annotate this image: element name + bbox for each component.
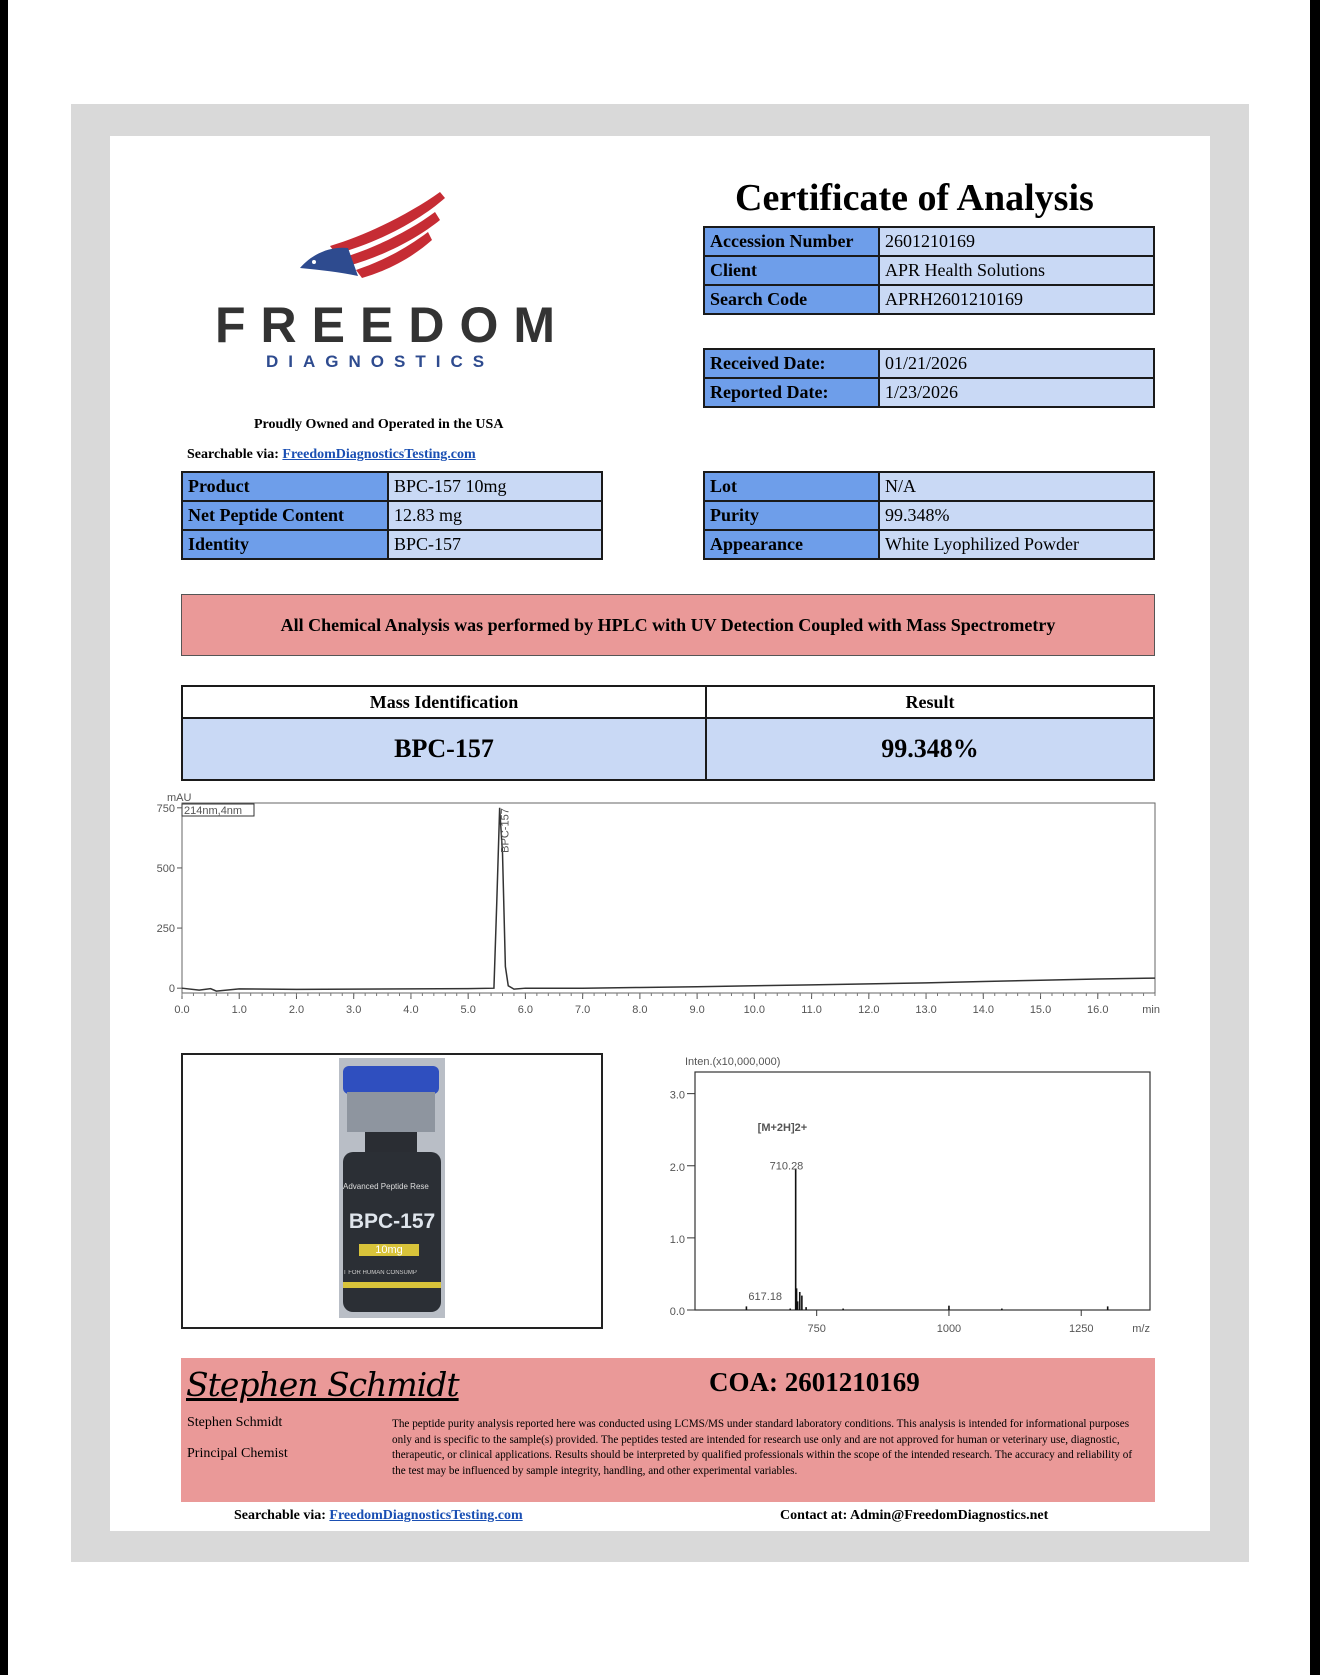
vial-label-brand: Advanced Peptide Rese [343,1182,429,1191]
x-tick-label: 3.0 [346,1004,362,1016]
y-tick-label: 500 [156,862,175,875]
net-peptide-value: 12.83 mg [388,501,602,530]
x-tick-label: 11.0 [801,1004,822,1016]
x-tick-label: 16.0 [1087,1004,1109,1016]
plot-frame [182,803,1155,993]
x-axis-label: min [1142,1004,1160,1016]
vial-neck [365,1132,417,1152]
table-row [704,256,1154,285]
x-tick-label: 4.0 [403,1004,419,1016]
accession-table [703,226,1155,315]
x-tick-label: 12.0 [858,1004,880,1016]
brand-subtitle: DIAGNOSTICS [266,352,495,371]
right-edge [1310,0,1320,1675]
table-row [704,530,1154,559]
vial-yellow-stripe [343,1282,441,1288]
searchable-top-link[interactable]: FreedomDiagnosticsTesting.com [282,447,476,462]
y-tick-label: 3.0 [669,1089,685,1102]
reported-value: 1/23/2026 [879,378,1154,407]
eagle-flag-logo-icon [300,190,445,285]
accession-key: Accession Number [704,227,879,256]
plot-frame [695,1072,1150,1310]
mass-spectrum [650,1050,1160,1340]
mass-identification-table [181,685,1155,781]
vial-crimp [347,1092,435,1132]
x-tick-label: 6.0 [517,1004,534,1016]
brand-name: FREEDOM [215,297,570,353]
mass-header: Mass Identification [182,686,706,718]
x-tick-label: 1250 [1068,1323,1094,1335]
purity-value: 99.348% [879,501,1154,530]
chromatogram-trace [182,808,1155,991]
table-row [182,501,602,530]
identity-key: Identity [182,530,388,559]
result-value: 99.348% [706,718,1154,780]
table-row [704,285,1154,314]
received-value: 01/21/2026 [879,349,1154,378]
product-table [181,471,603,560]
reported-key: Reported Date: [704,378,879,407]
dates-table [703,348,1155,408]
signature-script: Stephen Schmidt [186,1365,459,1404]
product-key: Product [182,472,388,501]
table-row [182,718,1154,780]
table-row [704,472,1154,501]
document-title: Certificate of Analysis [735,177,1094,219]
y-tick-label: 0.0 [669,1306,685,1318]
x-tick-label: 15.0 [1029,1004,1052,1016]
hplc-chromatogram [140,788,1160,1033]
received-key: Received Date: [704,349,879,378]
client-value: APR Health Solutions [879,256,1154,285]
mass-value: BPC-157 [182,718,706,780]
signer-name: Stephen Schmidt [187,1415,283,1430]
table-row [704,349,1154,378]
peak-mz-label: 710.28 [769,1160,804,1173]
x-tick-label: 14.0 [972,1004,995,1016]
table-row [182,686,1154,718]
footer-searchable [234,1508,523,1524]
lot-table [703,471,1155,560]
product-value: BPC-157 10mg [388,472,602,501]
y-tick-label: 750 [156,802,175,815]
searchable-top-label: Searchable via: [187,447,279,462]
appearance-key: Appearance [704,530,879,559]
result-header: Result [706,686,1154,718]
identity-value: BPC-157 [388,530,602,559]
vial-label-name: BPC-157 [348,1210,436,1233]
accession-value: 2601210169 [879,227,1154,256]
lot-key: Lot [704,472,879,501]
purity-key: Purity [704,501,879,530]
table-row [704,378,1154,407]
left-edge [0,0,8,1675]
x-tick-label: 1000 [936,1323,962,1335]
ion-annotation: [M+2H]2+ [757,1122,808,1135]
vial-label-dose: 10mg [359,1244,419,1256]
footer-contact: Contact at: Admin@FreedomDiagnostics.net [780,1508,1049,1523]
y-tick-label: 250 [156,923,175,936]
x-tick-label: 750 [807,1323,826,1335]
vial-image [339,1058,445,1318]
y-axis-label: Inten.(x10,000,000) [685,1056,781,1068]
x-tick-label: 9.0 [689,1004,705,1016]
client-key: Client [704,256,879,285]
search-code-key: Search Code [704,285,879,314]
signer-role: Principal Chemist [187,1446,288,1461]
x-tick-label: 1.0 [231,1004,247,1016]
analysis-banner: All Chemical Analysis was performed by HPLC with UV Detection Coupled with Mass Spectrometry [181,594,1155,656]
y-tick-label: 1.0 [669,1233,685,1246]
table-row [704,501,1154,530]
footer-search-label: Searchable via: [234,1508,326,1523]
disclaimer: The peptide purity analysis reported here was conducted using LCMS/MS under standard laboratory conditions. This analysis is intended for informational purposes only and is specific to the sample(s) provided. The peptides tested are intended for research use only and are not approved for human or veterinary use, diagnostic, therapeutic, or clinical applications. Results should be interpreted by qualified professionals within the scope of the intended research. The accuracy and reliability of the test may be influenced by sample integrity, handling, and other experimental variables. [392,1418,1133,1477]
x-tick-label: 5.0 [460,1004,476,1016]
x-axis-label: m/z [1132,1323,1150,1335]
search-code-value: APRH2601210169 [879,285,1154,314]
net-peptide-key: Net Peptide Content [182,501,388,530]
x-tick-label: 10.0 [743,1004,766,1016]
coa-number: COA: 2601210169 [709,1367,920,1397]
lot-value: N/A [879,472,1154,501]
x-tick-label: 13.0 [915,1004,937,1016]
vial-label-note: T FOR HUMAN CONSUMP [343,1270,417,1276]
footer-search-link[interactable]: FreedomDiagnosticsTesting.com [329,1508,523,1523]
y-tick-label: 0 [168,983,175,996]
legend-label: 214nm,4nm [184,805,243,817]
tagline: Proudly Owned and Operated in the USA [254,417,504,432]
x-tick-label: 8.0 [632,1004,648,1016]
x-tick-label: 0.0 [174,1004,190,1016]
x-tick-label: 2.0 [288,1004,305,1016]
table-row [704,227,1154,256]
y-tick-label: 2.0 [669,1161,685,1174]
peak-label: BPC-157 [499,808,512,853]
searchable-top [187,447,476,463]
y-axis-label: mAU [167,792,192,804]
table-row [182,530,602,559]
peak-mz-label: 617.18 [748,1290,783,1303]
x-tick-label: 7.0 [574,1004,591,1016]
appearance-value: White Lyophilized Powder [879,530,1154,559]
table-row [182,472,602,501]
vial-cap [343,1066,439,1094]
